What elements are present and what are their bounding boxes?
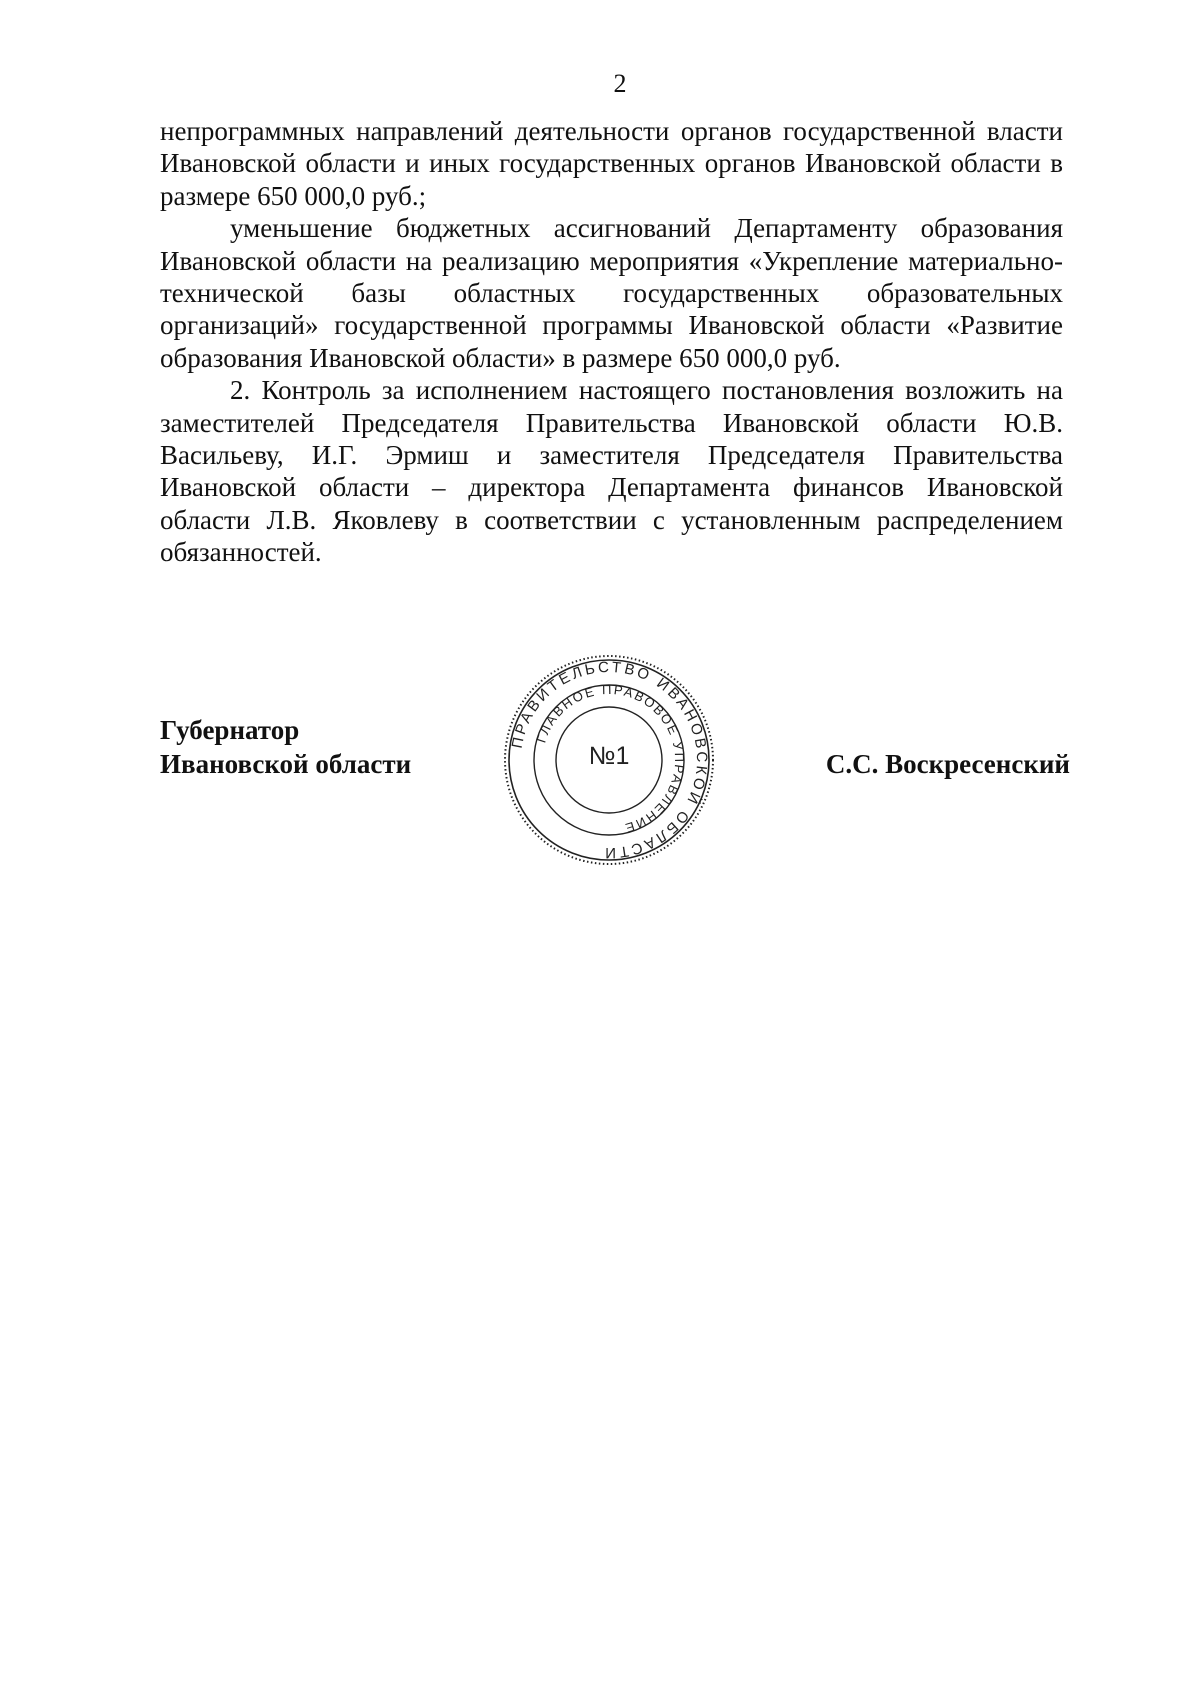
document-body: [160, 115, 1063, 569]
paragraph-continuation: непрограммных направлений деятельности органов государственной власти Ивановской области и иных государственных органов Ивановской области в размере 650 000,0 руб.;: [160, 116, 1063, 211]
stamp-inner-text: ГЛАВНОЕ ПРАВОВОЕ УПРАВЛЕНИЕ: [533, 681, 688, 837]
stamp-graphic: [501, 652, 717, 868]
signatory-title-line1: Губернатор: [160, 715, 300, 745]
signatory-name: С.С. Воскресенский: [825, 749, 1070, 779]
stamp-number: №1: [588, 742, 630, 770]
official-stamp: [501, 652, 717, 868]
page-number: 2: [613, 69, 627, 98]
paragraph-budget-reduction: уменьшение бюджетных ассигнований Департаменту образования Ивановской области на реализацию мероприятия «Укрепление материально-технической базы областных государственных образовательных организаций» государственной программы Ивановской области «Развитие образования Ивановской области» в размере 650 000,0 руб.: [160, 213, 1063, 373]
paragraph-control: 2. Контроль за исполнением настоящего постановления возложить на заместителей Председателя Правительства Ивановской области Ю.В. Васильеву, И.Г. Эрмиш и заместителя Председателя Правительства Ивановской области – директора Департамента финансов Ивановской области Л.В. Яковлеву в соответствии с установленным распределением обязанностей.: [160, 375, 1063, 568]
stamp-outer-text: ПРАВИТЕЛЬСТВО ИВАНОВСКОЙ ОБЛАСТИ: [508, 658, 711, 862]
signatory-title: [160, 713, 411, 781]
signatory-title-line2: Ивановской области: [160, 749, 412, 779]
